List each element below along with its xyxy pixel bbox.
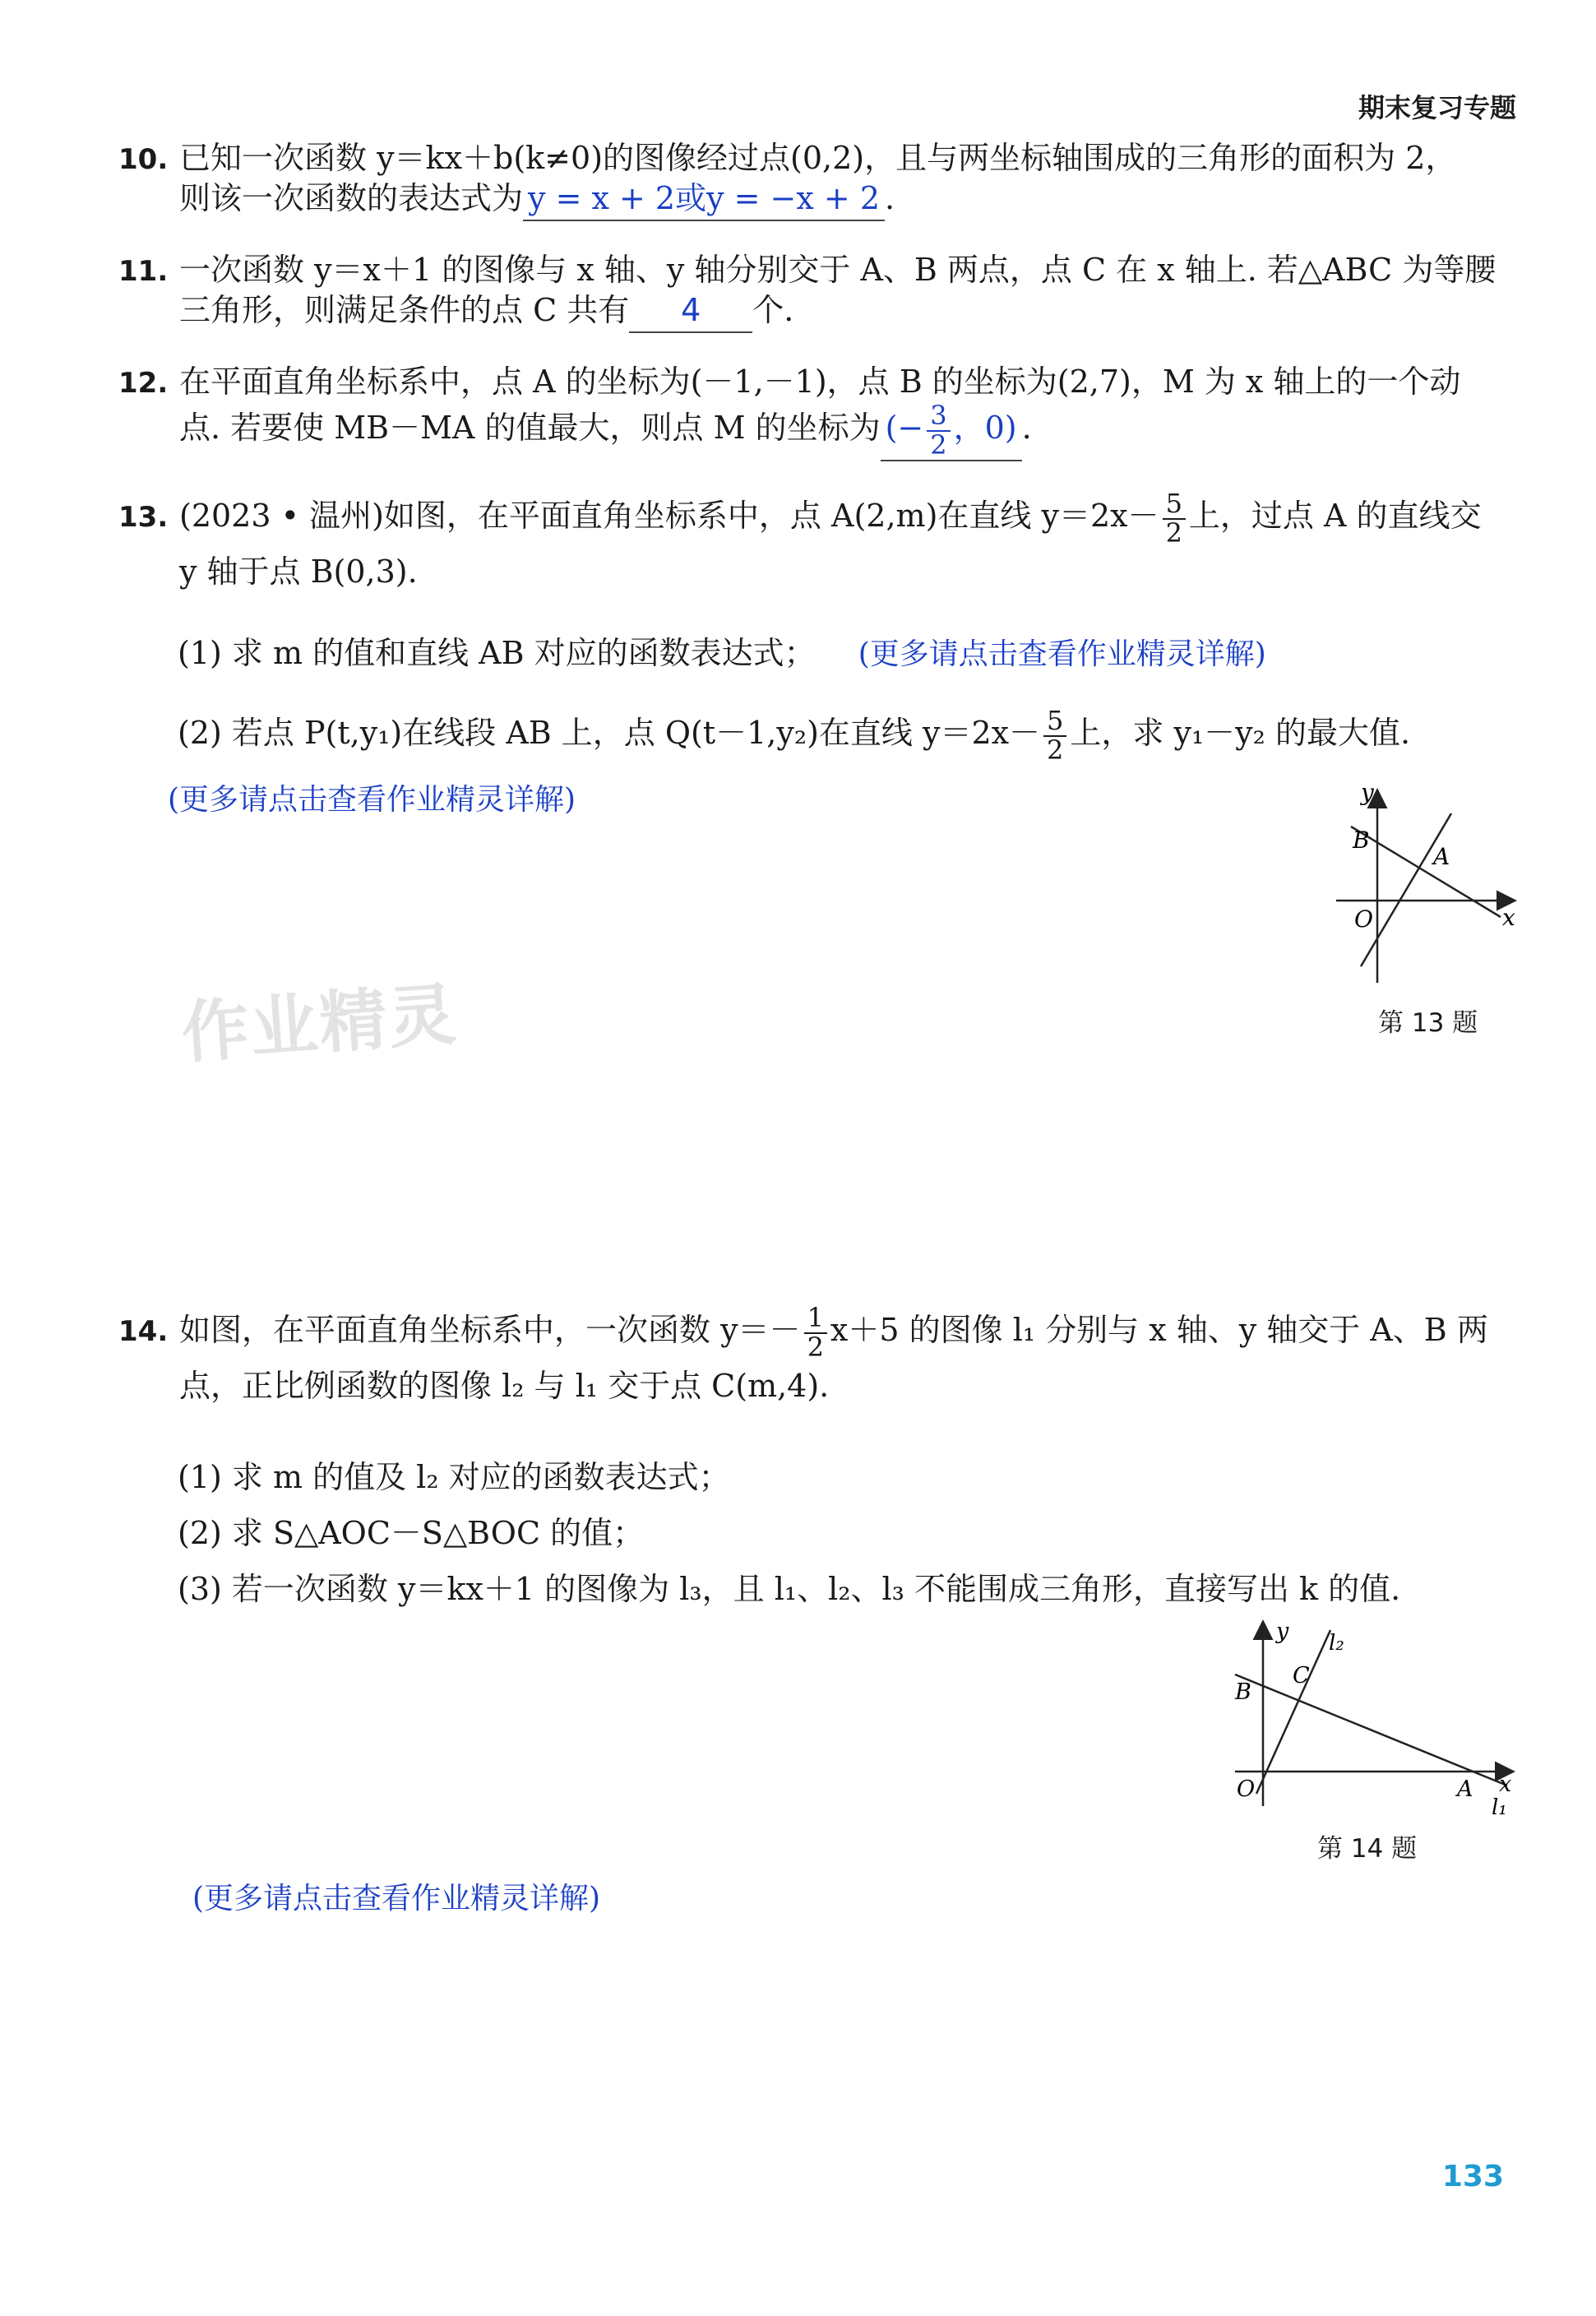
question-10	[118, 138, 1516, 221]
question-12	[118, 362, 1516, 461]
question-13	[118, 490, 1516, 593]
answer-fraction	[927, 402, 950, 459]
line-l1-label: l₁	[1492, 1795, 1507, 1820]
sub-question-text: 上，求 y₁－y₂ 的最大值.	[1070, 715, 1411, 752]
question-number: 11.	[118, 255, 169, 288]
solution-link[interactable]: (更多请点击查看作业精灵详解)	[858, 637, 1266, 671]
y-axis-label: y	[1276, 1619, 1289, 1644]
fraction	[804, 1304, 827, 1361]
origin-label: O	[1354, 906, 1373, 933]
answer-part: (−	[885, 410, 924, 447]
fraction	[1163, 490, 1186, 547]
q14-part-3: (3) 若一次函数 y＝kx＋1 的图像为 l₃，且 l₁、l₂、l₃ 不能围成三角形，直接写出 k 的值.	[178, 1571, 1401, 1607]
question-number: 12.	[118, 367, 169, 400]
question-number: 14.	[118, 1315, 169, 1349]
q13-part-1	[178, 633, 1266, 674]
question-text: x＋5 的图像 l₁ 分别与 x 轴、y 轴交于 A、B 两	[830, 1312, 1488, 1349]
answer-part: ，0)	[953, 410, 1017, 447]
fraction-numerator: 3	[927, 402, 950, 432]
x-axis-label: x	[1499, 1772, 1512, 1797]
point-a-label: A	[1433, 843, 1450, 870]
sub-question-text: (2) 若点 P(t,y₁)在线段 AB 上，点 Q(t－1,y₂)在直线 y＝2x－	[178, 715, 1041, 752]
line-l2-label: l₂	[1329, 1631, 1344, 1656]
sub-question-text: (1) 求 m 的值和直线 AB 对应的函数表达式；	[178, 635, 816, 671]
point-b-label: B	[1235, 1679, 1251, 1705]
fraction-denominator: 2	[1047, 734, 1064, 766]
q14-part-2: (2) 求 S△AOC－S△BOC 的值；	[178, 1515, 645, 1551]
point-b-label: B	[1353, 827, 1370, 854]
origin-label: O	[1237, 1776, 1256, 1802]
figure-caption: 第 14 题	[1317, 1834, 1418, 1864]
solution-link[interactable]: (更多请点击查看作业精灵详解)	[168, 783, 576, 817]
point-c-label: C	[1293, 1663, 1310, 1688]
question-text: 点. 若要使 MB－MA 的值最大，则点 M 的坐标为	[179, 410, 881, 447]
fraction	[1043, 707, 1066, 764]
figure-14	[1224, 1617, 1520, 1823]
question-text: 一次函数 y＝x＋1 的图像与 x 轴、y 轴分别交于 A、B 两点，点 C 在 x 轴上. 若△ABC 为等腰	[179, 252, 1497, 288]
watermark: 作业精灵	[178, 975, 460, 1073]
question-text: 如图，在平面直角坐标系中，一次函数 y＝－	[179, 1312, 801, 1349]
question-text: 则该一次函数的表达式为	[179, 180, 524, 217]
question-text: 在平面直角坐标系中，点 A 的坐标为(－1,－1)，点 B 的坐标为(2,7)，M 为 x 轴上的一个动	[179, 364, 1461, 400]
question-text: (2023 • 温州)如图，在平面直角坐标系中，点 A(2,m)在直线 y＝2x－	[179, 498, 1159, 535]
punctuation: .	[885, 180, 895, 217]
figure-caption: 第 13 题	[1378, 1008, 1478, 1038]
question-text: 上，过点 A 的直线交	[1188, 498, 1482, 535]
answer-fill	[881, 402, 1022, 461]
question-text: 个.	[752, 292, 794, 329]
answer-blank: 4	[629, 290, 752, 332]
figure-13	[1328, 785, 1525, 991]
point-a-label: A	[1457, 1776, 1473, 1802]
fraction-numerator: 5	[1043, 707, 1066, 737]
line-ab	[1351, 827, 1501, 917]
fraction-denominator: 2	[1165, 516, 1182, 549]
q13-part-2	[178, 707, 1410, 764]
answer-fill: y = x + 2或y = −x + 2	[523, 178, 885, 220]
question-text: y 轴于点 B(0,3).	[179, 554, 418, 591]
question-text: 已知一次函数 y＝kx＋b(k≠0)的图像经过点(0,2)，且与两坐标轴围成的三角形的面积为 2，	[179, 140, 1457, 176]
question-11	[118, 250, 1516, 333]
fraction-numerator: 5	[1163, 490, 1186, 520]
line-l2	[1256, 1630, 1330, 1794]
question-14	[118, 1304, 1516, 1407]
y-axis-label: y	[1361, 785, 1374, 806]
line-y-2x	[1361, 813, 1451, 966]
section-header: 期末复习专题	[1358, 92, 1516, 123]
fraction-numerator: 1	[804, 1304, 827, 1334]
question-number: 10.	[118, 143, 169, 176]
solution-link[interactable]: (更多请点击查看作业精灵详解)	[192, 1882, 601, 1915]
question-text: 点，正比例函数的图像 l₂ 与 l₁ 交于点 C(m,4).	[179, 1368, 830, 1405]
q14-part-1: (1) 求 m 的值及 l₂ 对应的函数表达式；	[178, 1459, 730, 1495]
page-number: 133	[1441, 2160, 1504, 2193]
line-l1	[1235, 1674, 1507, 1786]
question-text: 三角形，则满足条件的点 C 共有	[179, 292, 630, 329]
punctuation: .	[1021, 410, 1032, 447]
fraction-denominator: 2	[930, 428, 947, 461]
fraction-denominator: 2	[807, 1331, 824, 1363]
question-number: 13.	[118, 501, 169, 535]
x-axis-label: x	[1502, 904, 1515, 931]
